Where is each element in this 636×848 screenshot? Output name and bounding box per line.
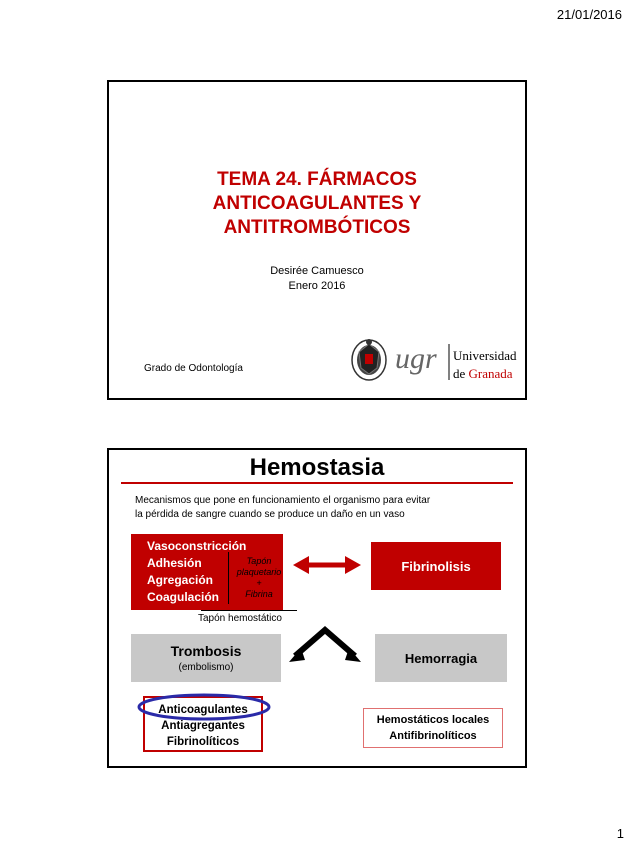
mechanism-item: Adhesión (147, 556, 202, 570)
thrombosis-label: Trombosis (170, 643, 242, 659)
logo-line1: Universidad (453, 348, 517, 363)
plug-word: Tapón (246, 556, 272, 566)
plug-underline (201, 610, 297, 611)
crest-icon (352, 339, 386, 380)
title-divider (121, 482, 513, 484)
fibrinolysis-box: Fibrinolisis (371, 542, 501, 590)
course-name: Grado de Odontología (144, 363, 243, 374)
logo-line2 (453, 366, 513, 381)
platelet-plug-note (230, 556, 288, 600)
local-item: Antifibrinolíticos (389, 730, 477, 742)
plug-word: + (256, 578, 262, 588)
author-name: Desirée Camuesco (270, 265, 364, 277)
mechanisms-box (131, 534, 283, 610)
slide-title: Hemostasia (249, 454, 385, 481)
logo-line2-prefix: de (453, 366, 469, 381)
title-line-3: ANTITROMBÓTICOS (223, 217, 411, 238)
hemostasia-slide (107, 448, 527, 768)
drug-item: Antiagregantes (161, 720, 245, 732)
mechanism-item: Vasoconstricción (147, 539, 247, 553)
title-line-2: ANTICOAGULANTES Y (212, 193, 422, 214)
drug-item: Fibrinolíticos (166, 736, 240, 748)
highlight-ellipse (135, 692, 273, 726)
logo-mark: ugr (395, 342, 437, 375)
local-item: Hemostáticos locales (376, 714, 490, 726)
plug-word: plaquetario (236, 567, 282, 577)
chevron-arrows-icon (289, 626, 361, 662)
thrombosis-sublabel: (embolismo) (178, 662, 234, 673)
title-line-1: TEMA 24. FÁRMACOS (217, 169, 417, 190)
drug-item: Anticoagulantes (158, 704, 248, 716)
page-number: 1 (616, 826, 624, 841)
author-block (109, 264, 525, 294)
intro-line-2: la pérdida de sangre cuando se produce un daño en un vaso (135, 509, 405, 520)
slide-title (109, 168, 525, 240)
intro-line-1: Mecanismos que pone en funcionamiento el organismo para evitar (135, 495, 431, 506)
print-date: 21/01/2016 (556, 7, 622, 22)
mechanism-item: Agregación (147, 573, 214, 587)
bracket-line (228, 552, 229, 604)
hemostatic-plug-label: Tapón hemostático (198, 613, 282, 624)
title-slide (107, 80, 527, 400)
hemorrhage-box: Hemorragia (375, 634, 507, 682)
presentation-date: Enero 2016 (288, 280, 346, 292)
university-logo (347, 334, 523, 386)
plug-word: Fibrina (245, 589, 273, 599)
mechanism-item: Coagulación (147, 590, 220, 604)
double-arrow-icon (293, 554, 361, 576)
logo-line2-red: Granada (468, 366, 513, 381)
local-treatments-box (363, 708, 503, 748)
thrombosis-box (131, 634, 281, 682)
intro-text (135, 494, 505, 522)
